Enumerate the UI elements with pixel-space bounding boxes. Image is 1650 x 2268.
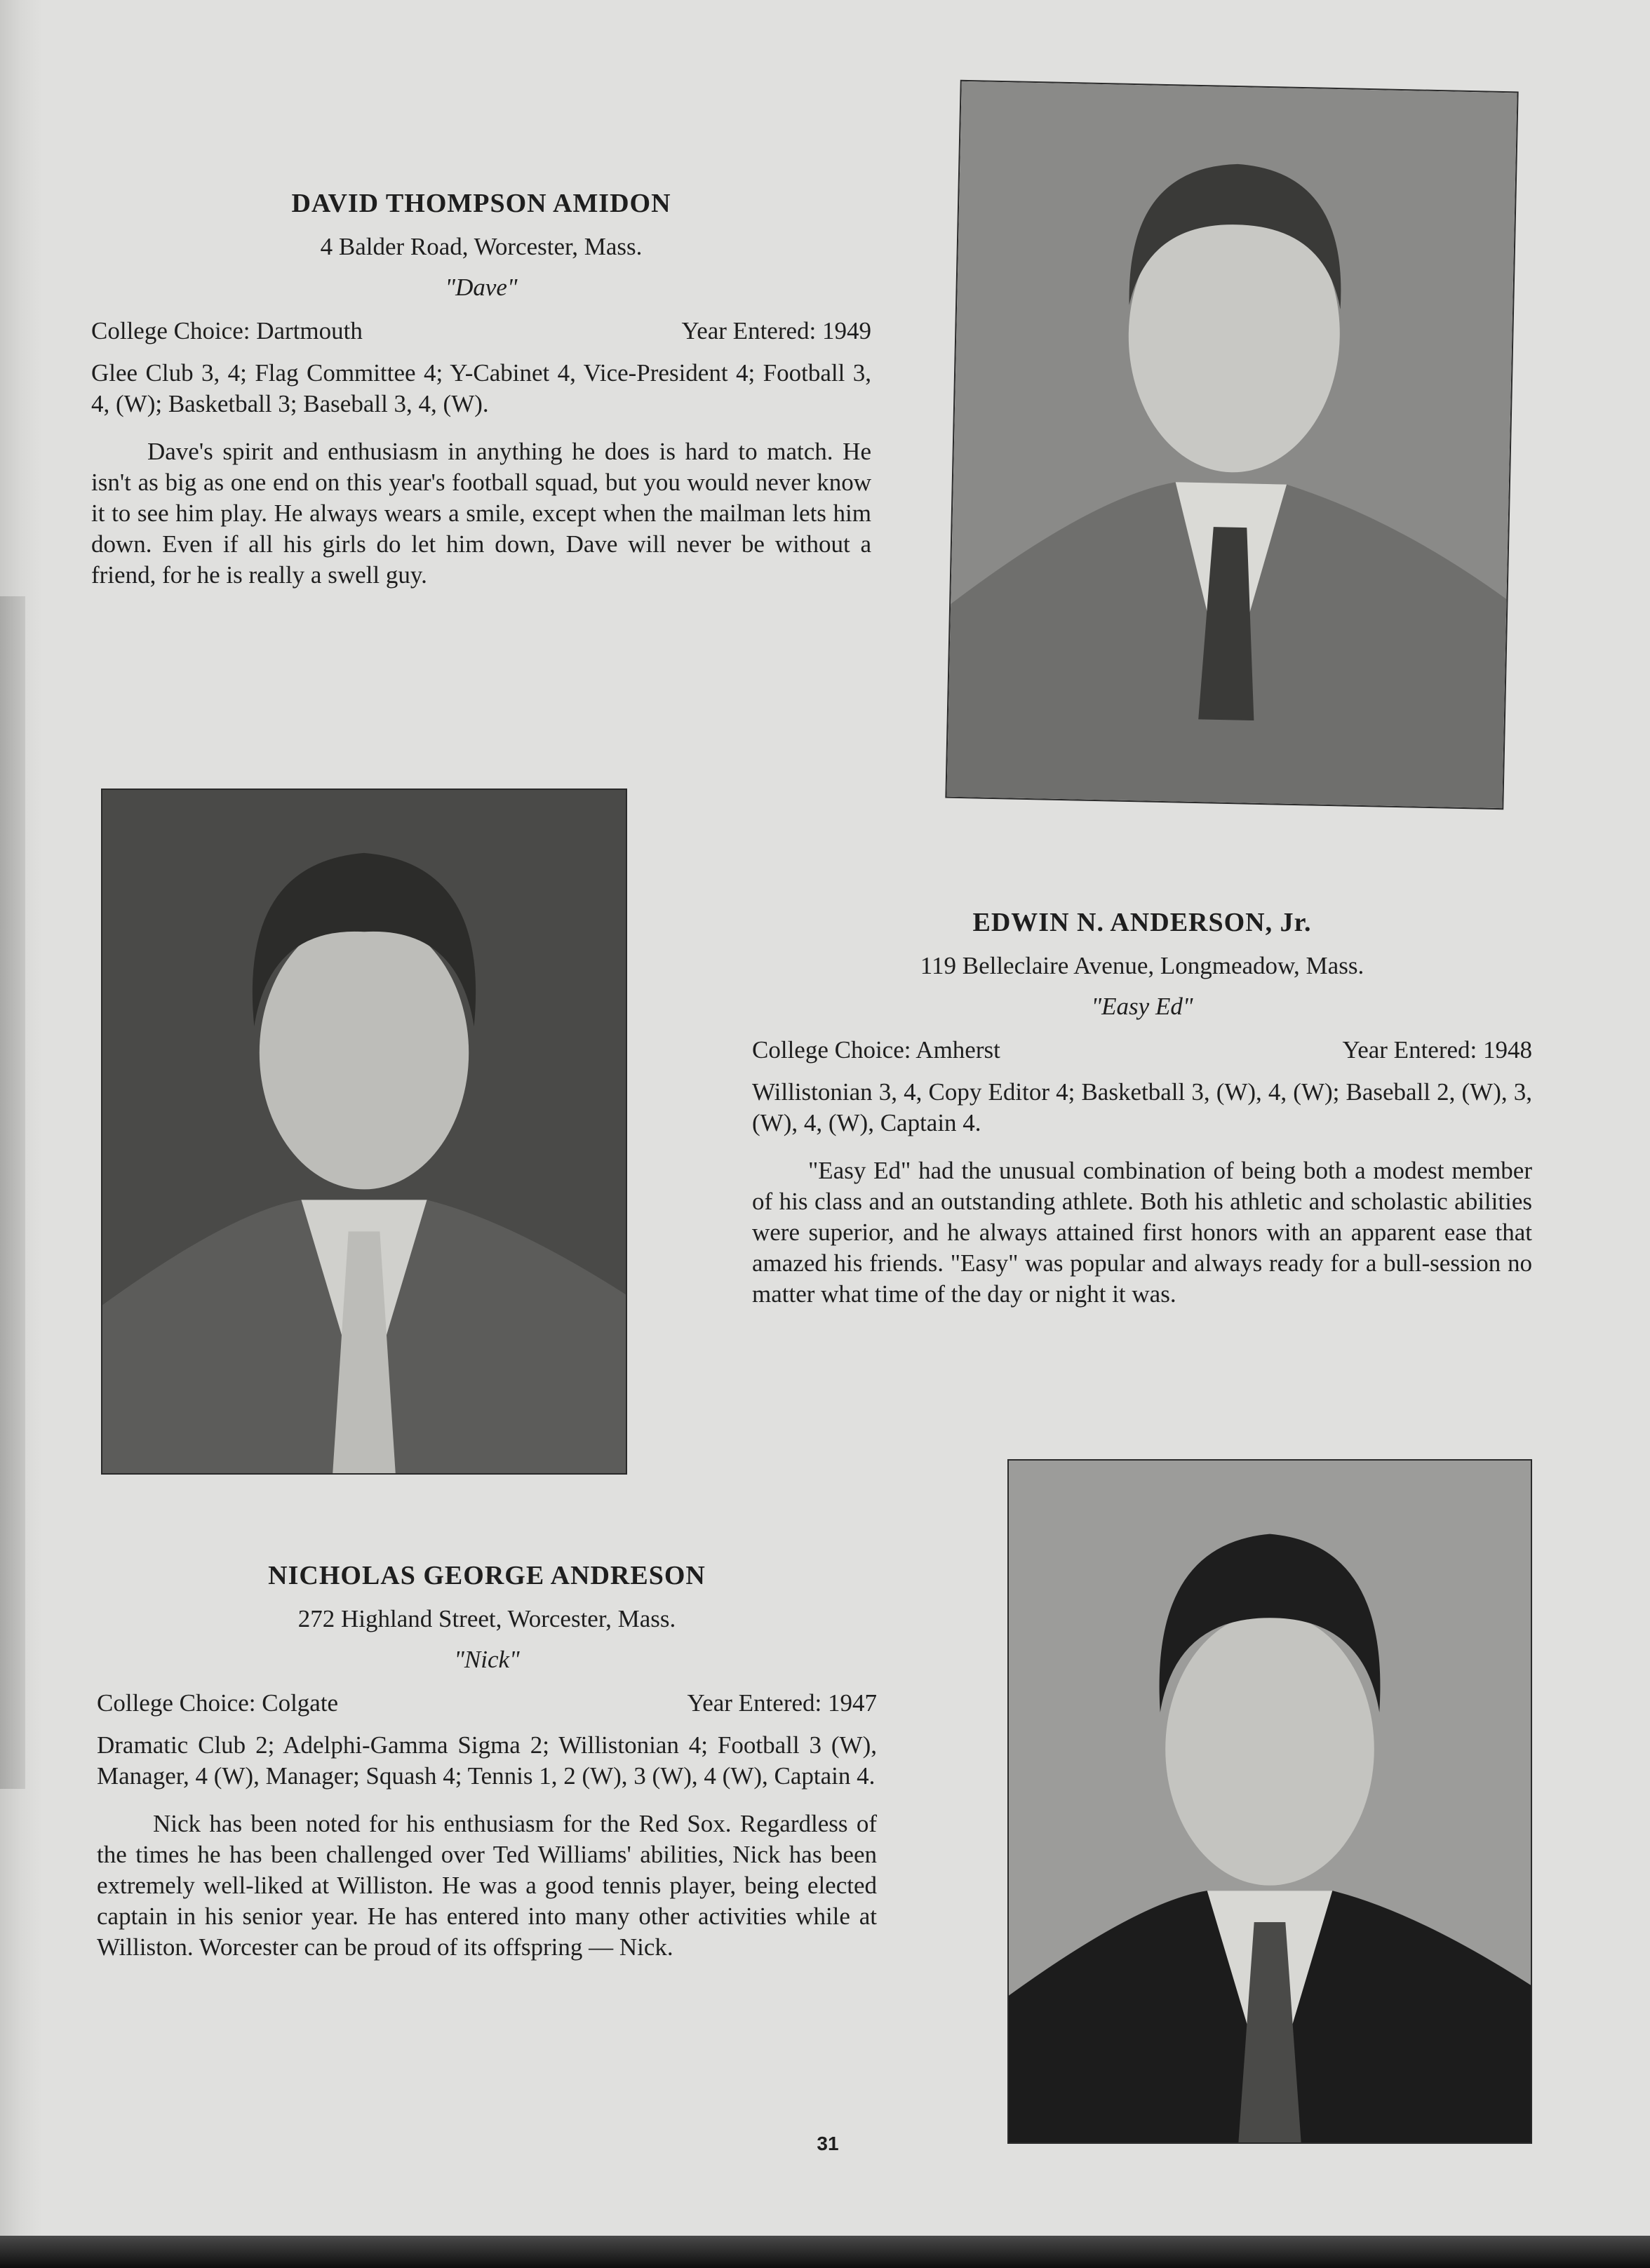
college-year-row bbox=[97, 1689, 877, 1717]
college-choice: College Choice: Colgate bbox=[97, 1689, 339, 1717]
entry-anderson bbox=[752, 907, 1532, 1310]
portrait-andreson-image bbox=[1009, 1461, 1531, 2142]
student-address: 4 Balder Road, Worcester, Mass. bbox=[320, 233, 643, 260]
student-name: NICHOLAS GEORGE ANDRESON bbox=[268, 1561, 706, 1590]
student-nickname: "Easy Ed" bbox=[1091, 993, 1193, 1020]
student-nickname: "Nick" bbox=[454, 1646, 520, 1673]
portrait-anderson-image bbox=[102, 790, 626, 1473]
student-bio: Nick has been noted for his enthusiasm for the Red Sox. Regardless of the times he has been challenged over Ted Williams' abilities, Nick has been extremely well-liked at Williston. He was a good tennis player, being elected captain in his senior year. He has entered into many other activities while at Williston. Worcester can be proud of its offspring — Nick. bbox=[97, 1810, 877, 1961]
portrait-photo-amidon bbox=[945, 80, 1518, 810]
college-year-row bbox=[91, 317, 871, 345]
scan-bottom-edge bbox=[0, 2236, 1650, 2268]
student-address: 272 Highland Street, Worcester, Mass. bbox=[297, 1605, 676, 1632]
entry-andreson bbox=[97, 1560, 877, 1963]
page-spine-shadow bbox=[0, 596, 25, 1789]
student-activities: Glee Club 3, 4; Flag Committee 4; Y-Cabinet 4, Vice-President 4; Football 3, 4, (W); Basketball 3; Baseball 3, 4, (W). bbox=[91, 359, 871, 417]
student-bio: "Easy Ed" had the unusual combination of being both a modest member of his class and an outstanding athlete. Both his athletic and scholastic abilities were superior, and he always attained first honors with an apparent ease that amazed his friends. "Easy" was popular and always ready for a bull-session no matter what time of the day or night it was. bbox=[752, 1157, 1532, 1308]
year-entered: Year Entered: 1947 bbox=[687, 1689, 877, 1717]
college-year-row bbox=[752, 1036, 1532, 1064]
entry-amidon bbox=[91, 188, 871, 591]
year-entered: Year Entered: 1948 bbox=[1342, 1036, 1532, 1063]
student-address: 119 Belleclaire Avenue, Longmeadow, Mass. bbox=[920, 952, 1364, 979]
student-activities: Willistonian 3, 4, Copy Editor 4; Basketball 3, (W), 4, (W); Baseball 2, (W), 3, (W), 4, (W), Captain 4. bbox=[752, 1078, 1532, 1136]
portrait-amidon-image bbox=[946, 81, 1517, 808]
student-bio: Dave's spirit and enthusiasm in anything he does is hard to match. He isn't as big as one end on this year's football squad, but you would never know it to see him play. He always wears a smile, except when the mailman lets him down. Even if all his girls do let him down, Dave will never be without a friend, for he is really a swell guy. bbox=[91, 438, 871, 589]
year-entered: Year Entered: 1949 bbox=[681, 317, 871, 344]
student-name: EDWIN N. ANDERSON, Jr. bbox=[972, 908, 1312, 937]
student-name: DAVID THOMPSON AMIDON bbox=[291, 189, 671, 218]
portrait-photo-anderson bbox=[101, 789, 627, 1475]
portrait-photo-andreson bbox=[1007, 1459, 1532, 2144]
student-nickname: "Dave" bbox=[445, 274, 518, 301]
college-choice: College Choice: Dartmouth bbox=[91, 317, 363, 344]
student-activities: Dramatic Club 2; Adelphi-Gamma Sigma 2; Willistonian 4; Football 3 (W), Manager, 4 (W), Manager; Squash 4; Tennis 1, 2 (W), 3 (W), 4 (W), Captain 4. bbox=[97, 1731, 877, 1790]
page-number: 31 bbox=[817, 2133, 839, 2154]
college-choice: College Choice: Amherst bbox=[752, 1036, 1000, 1063]
